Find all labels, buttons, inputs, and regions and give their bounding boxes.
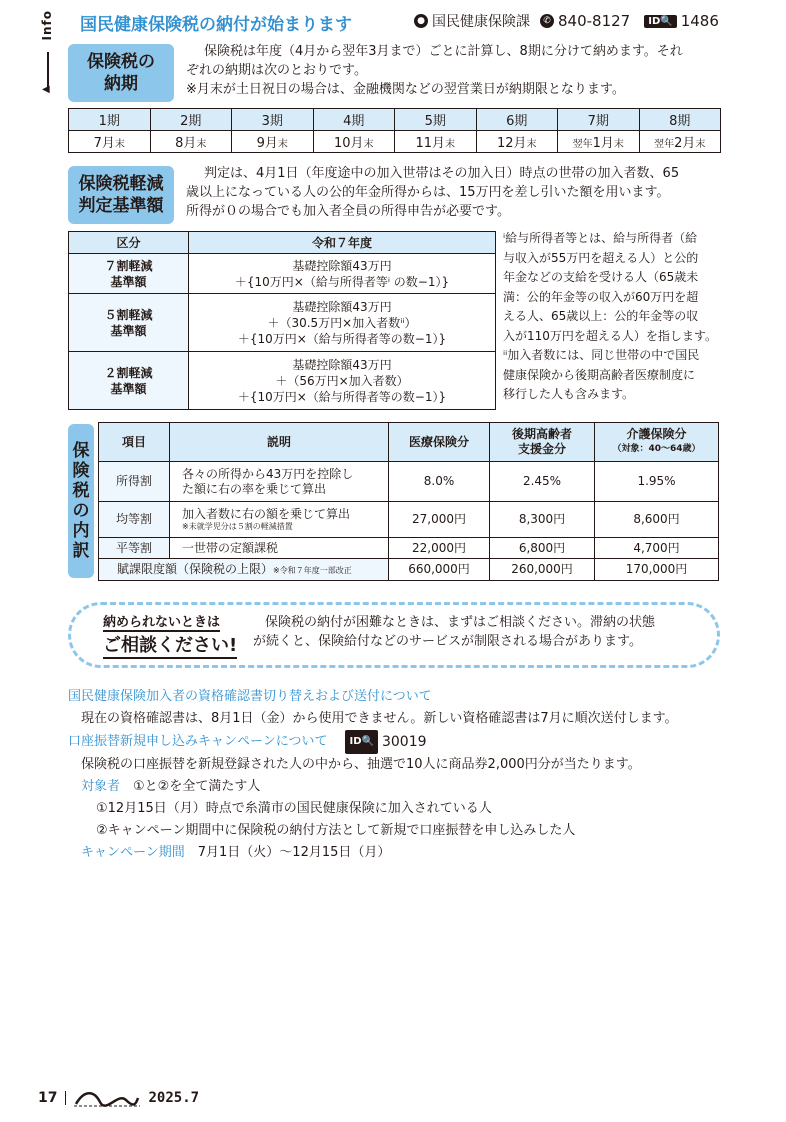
period-month bbox=[558, 131, 640, 153]
tag-line: 保険税の bbox=[87, 52, 155, 72]
tax-breakdown-table bbox=[98, 422, 719, 581]
formula-line: ＋{10万円×（給与所得者等ⁱ の数−1）} bbox=[234, 274, 450, 289]
limit-label-cell bbox=[99, 559, 389, 581]
month-suffix: 末 bbox=[114, 139, 125, 150]
notices bbox=[68, 686, 728, 864]
paragraph-line: 保険税は年度（4月から翌年3月まで）ごとに計算し、8期に分けて納めます。それ bbox=[204, 44, 683, 59]
desc-line: ※未就学児分は５割の軽減措置 bbox=[182, 522, 293, 531]
breakdown-care: 1.95% bbox=[595, 462, 719, 502]
page-number: 17 bbox=[38, 1090, 58, 1106]
notice2-title-row bbox=[68, 730, 728, 754]
breakdown-medical: 8.0% bbox=[389, 462, 490, 502]
criteria-header: 令和７年度 bbox=[189, 232, 496, 254]
breakdown-item: 平等割 bbox=[99, 538, 170, 559]
breakdown-row bbox=[99, 502, 719, 538]
criteria-row bbox=[69, 254, 496, 294]
formula-line: ＋{10万円×（給与所得者等の数−1）} bbox=[237, 331, 447, 346]
period-text: 7月1日（火）～12月15日（月） bbox=[197, 845, 391, 860]
paragraph-line: ※月末が土日祝日の場合は、金融機関などの翌営業日が納期限となります。 bbox=[186, 82, 625, 97]
phone-icon: ✆ bbox=[540, 14, 554, 28]
period-month bbox=[476, 131, 558, 153]
tag-char: 険 bbox=[72, 461, 90, 481]
breakdown-header bbox=[490, 423, 595, 462]
person-icon: ● bbox=[414, 14, 428, 28]
paragraph-line: 所得が０の場合でも加入者全員の所得申告が必要です。 bbox=[186, 204, 510, 219]
criteria-label bbox=[69, 352, 189, 410]
label-line: 基準額 bbox=[110, 274, 147, 289]
label-line: 基準額 bbox=[110, 381, 147, 396]
criteria-row bbox=[69, 294, 496, 352]
reduction-criteria-table bbox=[68, 231, 496, 410]
note-line: 入が110万円を超える人）を指します。 bbox=[503, 328, 717, 343]
month-prefix: 翌年 bbox=[654, 139, 675, 150]
month-suffix: 末 bbox=[695, 139, 706, 150]
footer bbox=[38, 1088, 199, 1108]
criteria-formula bbox=[189, 352, 496, 410]
notice1-title: 国民健康保険加入者の資格確認書切り替えおよび送付について bbox=[68, 689, 432, 704]
note-line: 健康保険から後期高齢者医療制度に bbox=[503, 367, 696, 382]
period-label: 7期 bbox=[558, 109, 640, 131]
desc-line: 加入者数に右の額を乗じて算出 bbox=[182, 507, 351, 521]
tag-line: 納期 bbox=[104, 74, 138, 94]
formula-line: ＋（30.5万円×加入者数ⁱⁱ） bbox=[267, 315, 417, 330]
formula-line: 基礎控除額43万円 bbox=[292, 357, 392, 372]
month: 9月 bbox=[256, 136, 278, 151]
consult-line: 保険税の納付が困難なときは、まずはご相談ください。滞納の状態 bbox=[265, 615, 656, 630]
id-label: ID bbox=[648, 15, 661, 27]
id-label: ID bbox=[349, 736, 362, 747]
month: 8月 bbox=[175, 136, 197, 151]
period-label: 5期 bbox=[395, 109, 477, 131]
tag-char: の bbox=[72, 501, 90, 521]
formula-line: ＋{10万円×（給与所得者等の数−1）} bbox=[237, 389, 447, 404]
desc-line: た額に右の率を乗じて算出 bbox=[182, 481, 327, 496]
period-month-row bbox=[69, 131, 721, 153]
month-prefix: 翌年 bbox=[572, 139, 593, 150]
desc-line: 各々の所得から43万円を控除し bbox=[182, 466, 354, 481]
period-label: 4期 bbox=[313, 109, 395, 131]
breakdown-medical: 22,000円 bbox=[389, 538, 490, 559]
note-line: ⁱⁱ加入者数には、同じ世帯の中で国民 bbox=[503, 348, 700, 362]
footer-divider bbox=[65, 1091, 66, 1105]
page-title: 国民健康保険税の納付が始まります bbox=[80, 15, 352, 35]
month: 1月 bbox=[592, 136, 614, 151]
formula-line: 基礎控除額43万円 bbox=[292, 258, 392, 273]
header-line: 後期高齢者 bbox=[511, 427, 572, 441]
limit-note: ※令和７年度一部改正 bbox=[273, 565, 352, 575]
criteria-header: 区分 bbox=[69, 232, 189, 254]
note-line: ⁱ給与所得者等とは、給与所得者（給 bbox=[503, 231, 698, 245]
limit-medical: 660,000円 bbox=[389, 559, 490, 581]
period-month bbox=[69, 131, 151, 153]
breakdown-desc: 一世帯の定額課税 bbox=[170, 538, 389, 559]
breakdown-header: 説明 bbox=[170, 423, 389, 462]
period-month bbox=[150, 131, 232, 153]
info-label: Info bbox=[40, 10, 54, 41]
breakdown-header: 医療保険分 bbox=[389, 423, 490, 462]
breakdown-header-row bbox=[99, 423, 719, 462]
month-suffix: 末 bbox=[277, 139, 288, 150]
breakdown-desc bbox=[170, 462, 389, 502]
criteria-formula bbox=[189, 254, 496, 294]
tag-char: 税 bbox=[72, 481, 90, 501]
period-month bbox=[232, 131, 314, 153]
period-label: 8期 bbox=[639, 109, 721, 131]
paragraph-line: 判定は、4月1日（年度途中の加入世帯はその加入日）時点の世帯の加入者数、65 bbox=[204, 166, 680, 181]
note-line: える人、65歳以上：公的年金等の収 bbox=[503, 309, 699, 323]
breakdown-header bbox=[595, 423, 719, 462]
period-row bbox=[68, 842, 728, 864]
breakdown-limit-row bbox=[99, 559, 719, 581]
notice1-body: 現在の資格確認書は、8月1日（金）から使用できません。新しい資格確認書は7月に順次送付します。 bbox=[81, 711, 678, 726]
criteria-header-row bbox=[69, 232, 496, 254]
period-label-row bbox=[69, 109, 721, 131]
breakdown-row bbox=[99, 462, 719, 502]
month-suffix: 末 bbox=[613, 139, 624, 150]
target-text: ①と②を全て満たす人 bbox=[133, 779, 261, 794]
tag-line: 保険税軽減 bbox=[78, 174, 164, 194]
period-label: 2期 bbox=[150, 109, 232, 131]
month: 7月 bbox=[93, 136, 115, 151]
target-label: 対象者 bbox=[81, 779, 121, 794]
breakdown-care: 4,700円 bbox=[595, 538, 719, 559]
info-side-label bbox=[40, 10, 56, 95]
breakdown-elderly: 6,800円 bbox=[490, 538, 595, 559]
tag-line: 判定基準額 bbox=[78, 196, 164, 216]
breakdown-elderly: 8,300円 bbox=[490, 502, 595, 538]
criteria-label bbox=[69, 254, 189, 294]
criteria-notes bbox=[503, 229, 725, 405]
breakdown-medical: 27,000円 bbox=[389, 502, 490, 538]
payment-intro bbox=[186, 42, 726, 99]
id-search-icon: ID🔍 bbox=[345, 730, 377, 754]
limit-elderly: 260,000円 bbox=[490, 559, 595, 581]
month: 2月 bbox=[674, 136, 696, 151]
notice2-title: 口座振替新規申し込みキャンペーンについて bbox=[68, 734, 328, 749]
criteria-label bbox=[69, 294, 189, 352]
period-month bbox=[313, 131, 395, 153]
header-line: （対象：40～64歳） bbox=[612, 444, 701, 454]
month: 11月 bbox=[415, 136, 446, 151]
formula-line: ＋（56万円×加入者数） bbox=[275, 373, 409, 388]
condition-2: ②キャンペーン期間中に保険税の納付方法として新規で口座振替を申し込みした人 bbox=[96, 823, 576, 838]
limit-label: 賦課限度額（保険税の上限） bbox=[117, 561, 274, 576]
label-line: ２割軽減 bbox=[104, 365, 153, 380]
period-month bbox=[639, 131, 721, 153]
note-line: 与収入が55万円を超える人）と公的 bbox=[503, 250, 699, 265]
breakdown-item: 所得割 bbox=[99, 462, 170, 502]
payment-period-table bbox=[68, 108, 721, 153]
consult-heading2: ご相談ください! bbox=[103, 631, 237, 659]
label-line: ５割軽減 bbox=[104, 307, 153, 322]
breakdown-elderly: 2.45% bbox=[490, 462, 595, 502]
reduction-intro bbox=[186, 164, 726, 221]
month: 12月 bbox=[496, 136, 527, 151]
breakdown-header: 項目 bbox=[99, 423, 170, 462]
consult-line: が続くと、保険給付などのサービスが制限される場合があります。 bbox=[253, 634, 642, 649]
month-suffix: 末 bbox=[363, 139, 374, 150]
tag-char: 訳 bbox=[72, 541, 90, 561]
month-suffix: 末 bbox=[526, 139, 537, 150]
breakdown-item: 均等割 bbox=[99, 502, 170, 538]
consult-heading1: 納められないときは bbox=[103, 611, 220, 632]
period-label: 6期 bbox=[476, 109, 558, 131]
period-label: 1期 bbox=[69, 109, 151, 131]
consult-text bbox=[253, 613, 723, 651]
contact-info bbox=[414, 11, 719, 31]
breakdown-row bbox=[99, 538, 719, 559]
breakdown-care: 8,600円 bbox=[595, 502, 719, 538]
paragraph-line: ぞれの納期は次のとおりです。 bbox=[186, 63, 367, 78]
criteria-formula bbox=[189, 294, 496, 352]
formula-line: 基礎控除額43万円 bbox=[292, 299, 392, 314]
period-label: 3期 bbox=[232, 109, 314, 131]
consult-box bbox=[68, 602, 720, 668]
label-line: ７割軽減 bbox=[104, 258, 153, 273]
arrow-left-icon: ◀ bbox=[42, 84, 50, 95]
breakdown-desc bbox=[170, 502, 389, 538]
notice2-id-number: 30019 bbox=[381, 734, 427, 750]
month-suffix: 末 bbox=[196, 139, 207, 150]
limit-care: 170,000円 bbox=[595, 559, 719, 581]
note-line: 満：公的年金等の収入が60万円を超 bbox=[503, 289, 699, 304]
condition-1: ①12月15日（月）時点で糸満市の国民健康保険に加入されている人 bbox=[96, 801, 492, 816]
reduction-criteria-tag bbox=[68, 166, 174, 224]
period-month bbox=[395, 131, 477, 153]
tag-char: 内 bbox=[72, 521, 90, 541]
issue-date: 2025.7 bbox=[148, 1090, 200, 1106]
criteria-row bbox=[69, 352, 496, 410]
period-label: キャンペーン期間 bbox=[81, 845, 185, 860]
id-number: 1486 bbox=[680, 12, 719, 30]
department-name: 国民健康保険課 bbox=[432, 14, 530, 30]
label-line: 基準額 bbox=[110, 323, 147, 338]
month-suffix: 末 bbox=[445, 139, 456, 150]
payment-period-tag bbox=[68, 44, 174, 102]
note-line: 年金などの支給を受ける人（65歳未 bbox=[503, 270, 699, 284]
header-line: 支援金分 bbox=[517, 442, 566, 456]
notice2-body: 保険税の口座振替を新規登録された人の中から、抽選で10人に商品券2,000円分が当たります。 bbox=[81, 757, 641, 772]
tag-char: 保 bbox=[72, 441, 90, 461]
month: 10月 bbox=[333, 136, 364, 151]
tax-breakdown-tag bbox=[68, 424, 94, 578]
target-row bbox=[68, 776, 728, 798]
note-line: 移行した人も含みます。 bbox=[503, 387, 635, 401]
side-divider bbox=[47, 52, 49, 87]
id-search-icon: ID🔍 bbox=[644, 15, 676, 28]
phone-number[interactable]: 840-8127 bbox=[558, 12, 631, 30]
header-line: 介護保険分 bbox=[626, 427, 687, 441]
paragraph-line: 歳以上になっている人の公的年金所得からは、15万円を差し引いた額を用います。 bbox=[186, 185, 670, 200]
magazine-logo bbox=[74, 1088, 140, 1108]
